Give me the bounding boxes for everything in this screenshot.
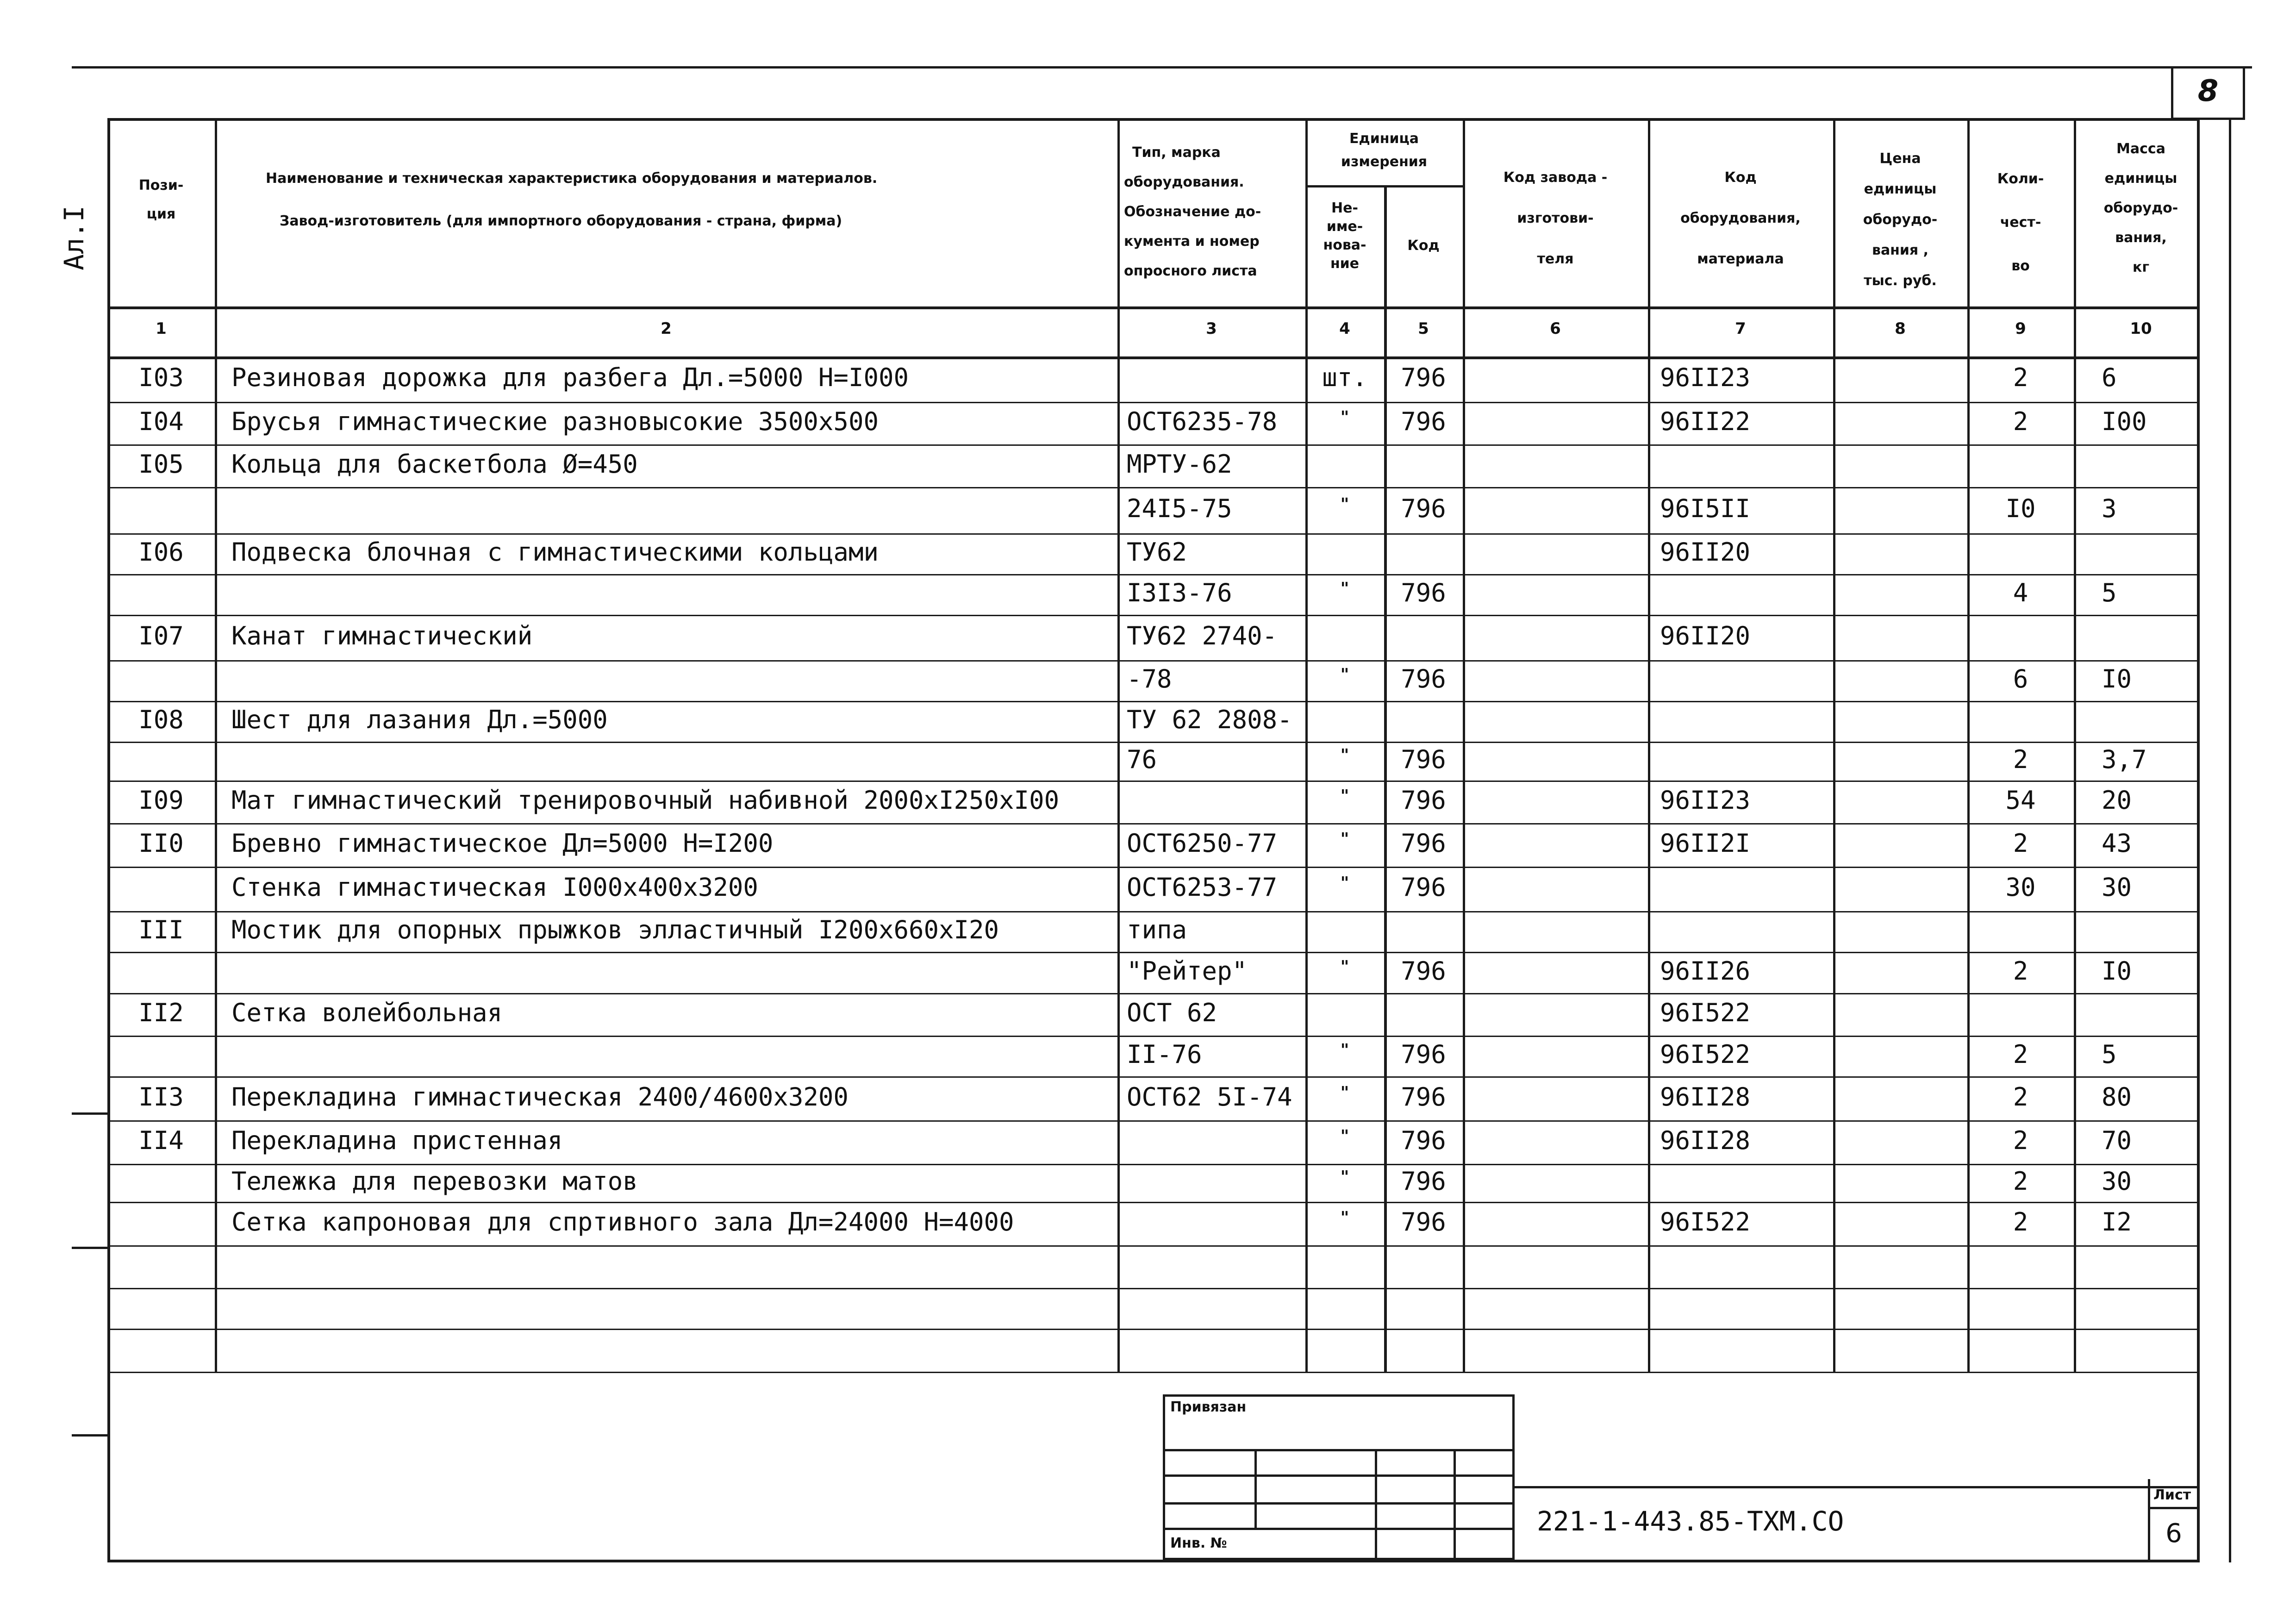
cell-ucode: 796 [1401, 664, 1446, 693]
top-rule [72, 66, 2252, 69]
row-divider [107, 993, 2200, 994]
stamp-divider [1454, 1449, 1456, 1560]
cell-mass: I00 [2102, 407, 2147, 436]
cell-name: Перекладина гимнастическая 2400/4600х3200 [231, 1082, 849, 1112]
margin-tick [72, 1247, 109, 1249]
cell-qty: 2 [2013, 363, 2028, 392]
row-divider [107, 1120, 2200, 1122]
document-code: 221-1-443.85-ТХМ.СО [1537, 1505, 1844, 1537]
cell-unit: " [1340, 408, 1349, 427]
header-rule [107, 356, 2200, 359]
cell-name: Сетка капроновая для спртивного зала Дл=24000 Н=4000 [231, 1207, 1014, 1237]
stamp-rule [1163, 1528, 1515, 1530]
cell-pos: II3 [138, 1082, 184, 1112]
header-rule [107, 306, 2200, 309]
right-margin-line [2229, 118, 2231, 1562]
margin-tick [72, 1434, 109, 1437]
cell-ucode: 796 [1401, 786, 1446, 815]
cell-doc: 76 [1127, 745, 1157, 774]
sheet-box-rule [2148, 1507, 2200, 1509]
cell-code: 96I522 [1660, 1040, 1751, 1069]
cell-ucode: 796 [1401, 1082, 1446, 1112]
cell-pos: I09 [138, 786, 184, 815]
cell-doc: ТУ62 [1127, 537, 1187, 567]
cell-mass: 30 [2102, 873, 2132, 902]
colnum: 6 [1550, 319, 1561, 338]
cell-mass: 20 [2102, 786, 2132, 815]
bound-label: Привязан [1170, 1399, 1247, 1415]
cell-doc: 24I5-75 [1127, 494, 1232, 523]
colnum: 7 [1735, 319, 1746, 338]
cell-mass: 5 [2102, 1040, 2117, 1069]
cell-name: Шест для лазания Дл.=5000 [231, 705, 608, 734]
cell-mass: 43 [2102, 829, 2132, 858]
cell-pos: II0 [138, 829, 184, 858]
cell-qty: 2 [2013, 1082, 2028, 1112]
stamp-rule [1163, 1502, 1515, 1505]
cell-mass: 3 [2102, 494, 2117, 523]
cell-mass: 80 [2102, 1082, 2132, 1112]
cell-code: 96II2I [1660, 829, 1751, 858]
cell-pos: II4 [138, 1126, 184, 1155]
row-divider [107, 615, 2200, 616]
cell-qty: 2 [2013, 1040, 2028, 1069]
stamp-rule [1163, 1474, 1515, 1477]
row-divider [107, 952, 2200, 953]
cell-name: Тележка для перевозки матов [231, 1167, 638, 1196]
row-divider [107, 660, 2200, 662]
cell-code: 96II20 [1660, 537, 1751, 567]
cell-doc: МРТУ-62 [1127, 450, 1232, 479]
cell-name: Резиновая дорожка для разбега Дл.=5000 Н=I000 [231, 363, 909, 392]
stamp-rule [1163, 1449, 1515, 1451]
row-divider [107, 911, 2200, 912]
cell-doc: "Рейтер" [1127, 956, 1248, 986]
cell-unit: " [1340, 495, 1349, 514]
cell-mass: I0 [2102, 956, 2132, 986]
cell-name: Кольца для баскетбола Ø=450 [231, 450, 638, 479]
colnum: 2 [661, 319, 672, 338]
cell-doc: типа [1127, 915, 1187, 944]
cell-doc: ОСТ6250-77 [1127, 829, 1278, 858]
row-divider [107, 402, 2200, 403]
header-type: Тип, марка оборудования. Обозначение до- кумента и номер опросного листа [1124, 144, 1261, 279]
header-unit-name: Не- име- нова- ние [1323, 200, 1366, 272]
margin-tick [72, 1112, 109, 1115]
cell-name: Сетка волейбольная [231, 998, 503, 1027]
row-divider [107, 742, 2200, 743]
cell-unit: " [1340, 579, 1349, 598]
cell-ucode: 796 [1401, 745, 1446, 774]
cell-ucode: 796 [1401, 1040, 1446, 1069]
sheet-number: 8 [2197, 74, 2219, 108]
cell-unit: " [1340, 1083, 1349, 1102]
cell-unit: " [1340, 1127, 1349, 1146]
sheet-value: 6 [2165, 1518, 2182, 1549]
cell-qty: 30 [2005, 873, 2036, 902]
cell-unit: " [1340, 1041, 1349, 1060]
row-divider [107, 487, 2200, 488]
header-unit: Единица измерения [1341, 131, 1428, 170]
cell-qty: 2 [2013, 1167, 2028, 1196]
cell-doc: ОСТ6235-78 [1127, 407, 1278, 436]
row-divider [107, 1329, 2200, 1330]
cell-name: Мостик для опорных прыжков элластичный I200х660хI20 [231, 915, 999, 944]
cell-doc: I3I3-76 [1127, 578, 1232, 607]
cell-qty: 2 [2013, 829, 2028, 858]
cell-code: 96II28 [1660, 1082, 1751, 1112]
cell-qty: 2 [2013, 1207, 2028, 1237]
inventory-label: Инв. № [1170, 1535, 1227, 1551]
cell-qty: 2 [2013, 1126, 2028, 1155]
cell-code: 96I522 [1660, 1207, 1751, 1237]
cell-unit: " [1340, 1168, 1349, 1187]
header-price: Цена единицы оборудо- вания , тыс. руб. [1863, 150, 1938, 289]
cell-code: 96I5II [1660, 494, 1751, 523]
cell-doc: -78 [1127, 664, 1172, 693]
header-equipment-code: Код оборудования, материала [1680, 169, 1801, 267]
cell-mass: 6 [2102, 363, 2117, 392]
sheet-label: Лист [2153, 1487, 2191, 1503]
cell-ucode: 796 [1401, 1126, 1446, 1155]
stamp-divider [1254, 1449, 1257, 1528]
colnum: 10 [2130, 319, 2152, 338]
row-divider [107, 1202, 2200, 1203]
cell-qty: 2 [2013, 956, 2028, 986]
colnum: 9 [2015, 319, 2026, 338]
cell-ucode: 796 [1401, 873, 1446, 902]
row-divider [107, 701, 2200, 702]
cell-doc: ТУ 62 2808- [1127, 705, 1292, 734]
colnum: 8 [1895, 319, 1906, 338]
cell-qty: 54 [2005, 786, 2036, 815]
cell-ucode: 796 [1401, 578, 1446, 607]
colnum: 1 [156, 319, 167, 338]
cell-qty: I0 [2005, 494, 2036, 523]
cell-pos: II2 [138, 998, 184, 1027]
cell-doc: ОСТ6253-77 [1127, 873, 1278, 902]
cell-ucode: 796 [1401, 956, 1446, 986]
stamp-divider [1375, 1449, 1377, 1560]
cell-qty: 2 [2013, 407, 2028, 436]
cell-ucode: 796 [1401, 1207, 1446, 1237]
cell-pos: I04 [138, 407, 184, 436]
cell-ucode: 796 [1401, 407, 1446, 436]
cell-unit: " [1340, 665, 1349, 684]
cell-mass: 70 [2102, 1126, 2132, 1155]
cell-code: 96I522 [1660, 998, 1751, 1027]
stamp-rule [1515, 1486, 2200, 1488]
cell-ucode: 796 [1401, 494, 1446, 523]
row-divider [107, 444, 2200, 446]
header-unit-code: Код [1407, 237, 1440, 254]
cell-name: Стенка гимнастическая I000х400х3200 [231, 873, 758, 902]
cell-code: 96II20 [1660, 621, 1751, 650]
cell-name: Подвеска блочная с гимнастическими кольцами [231, 537, 879, 567]
cell-unit: " [1340, 874, 1349, 893]
cell-doc: ТУ62 2740- [1127, 621, 1278, 650]
cell-doc: II-76 [1127, 1040, 1202, 1069]
row-divider [107, 867, 2200, 868]
cell-mass: 5 [2102, 578, 2117, 607]
header-name: Наименование и техническая характеристика оборудования и материалов. Завод-изготовитель (для импортного оборудования - страна, фирма) [266, 170, 878, 229]
cell-name: Бревно гимнастическое Дл=5000 Н=I200 [231, 829, 774, 858]
cell-mass: 30 [2102, 1167, 2132, 1196]
row-divider [107, 574, 2200, 575]
cell-mass: 3,7 [2102, 745, 2147, 774]
header-mass: Масса единицы оборудо- вания, кг [2103, 141, 2178, 275]
colnum: 3 [1206, 319, 1217, 338]
header-quantity: Коли- чест- во [1997, 171, 2044, 274]
cell-doc: ОСТ 62 [1127, 998, 1217, 1027]
cell-code: 96II28 [1660, 1126, 1751, 1155]
cell-unit: " [1340, 830, 1349, 849]
cell-code: 96II23 [1660, 786, 1751, 815]
cell-name: Перекладина пристенная [231, 1126, 563, 1155]
header-factory-code: Код завода - изготови- теля [1503, 169, 1608, 267]
row-divider [107, 1076, 2200, 1078]
cell-pos: I05 [138, 450, 184, 479]
cell-pos: I07 [138, 621, 184, 650]
cell-pos: I03 [138, 363, 184, 392]
side-label: Ал.I [58, 206, 90, 270]
cell-pos: I08 [138, 705, 184, 734]
cell-ucode: 796 [1401, 829, 1446, 858]
cell-name: Канат гимнастический [231, 621, 533, 650]
header-position: Пози- ция [138, 177, 184, 222]
cell-qty: 2 [2013, 745, 2028, 774]
cell-unit: " [1340, 1208, 1349, 1227]
cell-code: 96II26 [1660, 956, 1751, 986]
cell-pos: III [138, 915, 184, 944]
cell-unit: " [1340, 787, 1349, 806]
cell-unit: шт. [1322, 363, 1367, 392]
row-divider [107, 533, 2200, 535]
cell-pos: I06 [138, 537, 184, 567]
cell-name: Мат гимнастический тренировочный набивной 2000хI250хI00 [231, 786, 1060, 815]
cell-qty: 4 [2013, 578, 2028, 607]
colnum: 5 [1418, 319, 1429, 338]
cell-name: Брусья гимнастические разновысокие 3500х500 [231, 407, 879, 436]
cell-qty: 6 [2013, 664, 2028, 693]
cell-doc: ОСТ62 5I-74 [1127, 1082, 1292, 1112]
row-divider [107, 1164, 2200, 1165]
cell-code: 96II23 [1660, 363, 1751, 392]
cell-unit: " [1340, 957, 1349, 976]
row-divider [107, 781, 2200, 782]
cell-ucode: 796 [1401, 1167, 1446, 1196]
row-divider [107, 1288, 2200, 1289]
cell-ucode: 796 [1401, 363, 1446, 392]
cell-mass: I2 [2102, 1207, 2132, 1237]
colnum: 4 [1339, 319, 1350, 338]
header-rule [1305, 185, 1463, 187]
row-divider [107, 823, 2200, 824]
cell-mass: I0 [2102, 664, 2132, 693]
row-divider [107, 1372, 2200, 1373]
cell-code: 96II22 [1660, 407, 1751, 436]
row-divider [107, 1036, 2200, 1037]
cell-unit: " [1340, 746, 1349, 765]
row-divider [107, 1245, 2200, 1247]
